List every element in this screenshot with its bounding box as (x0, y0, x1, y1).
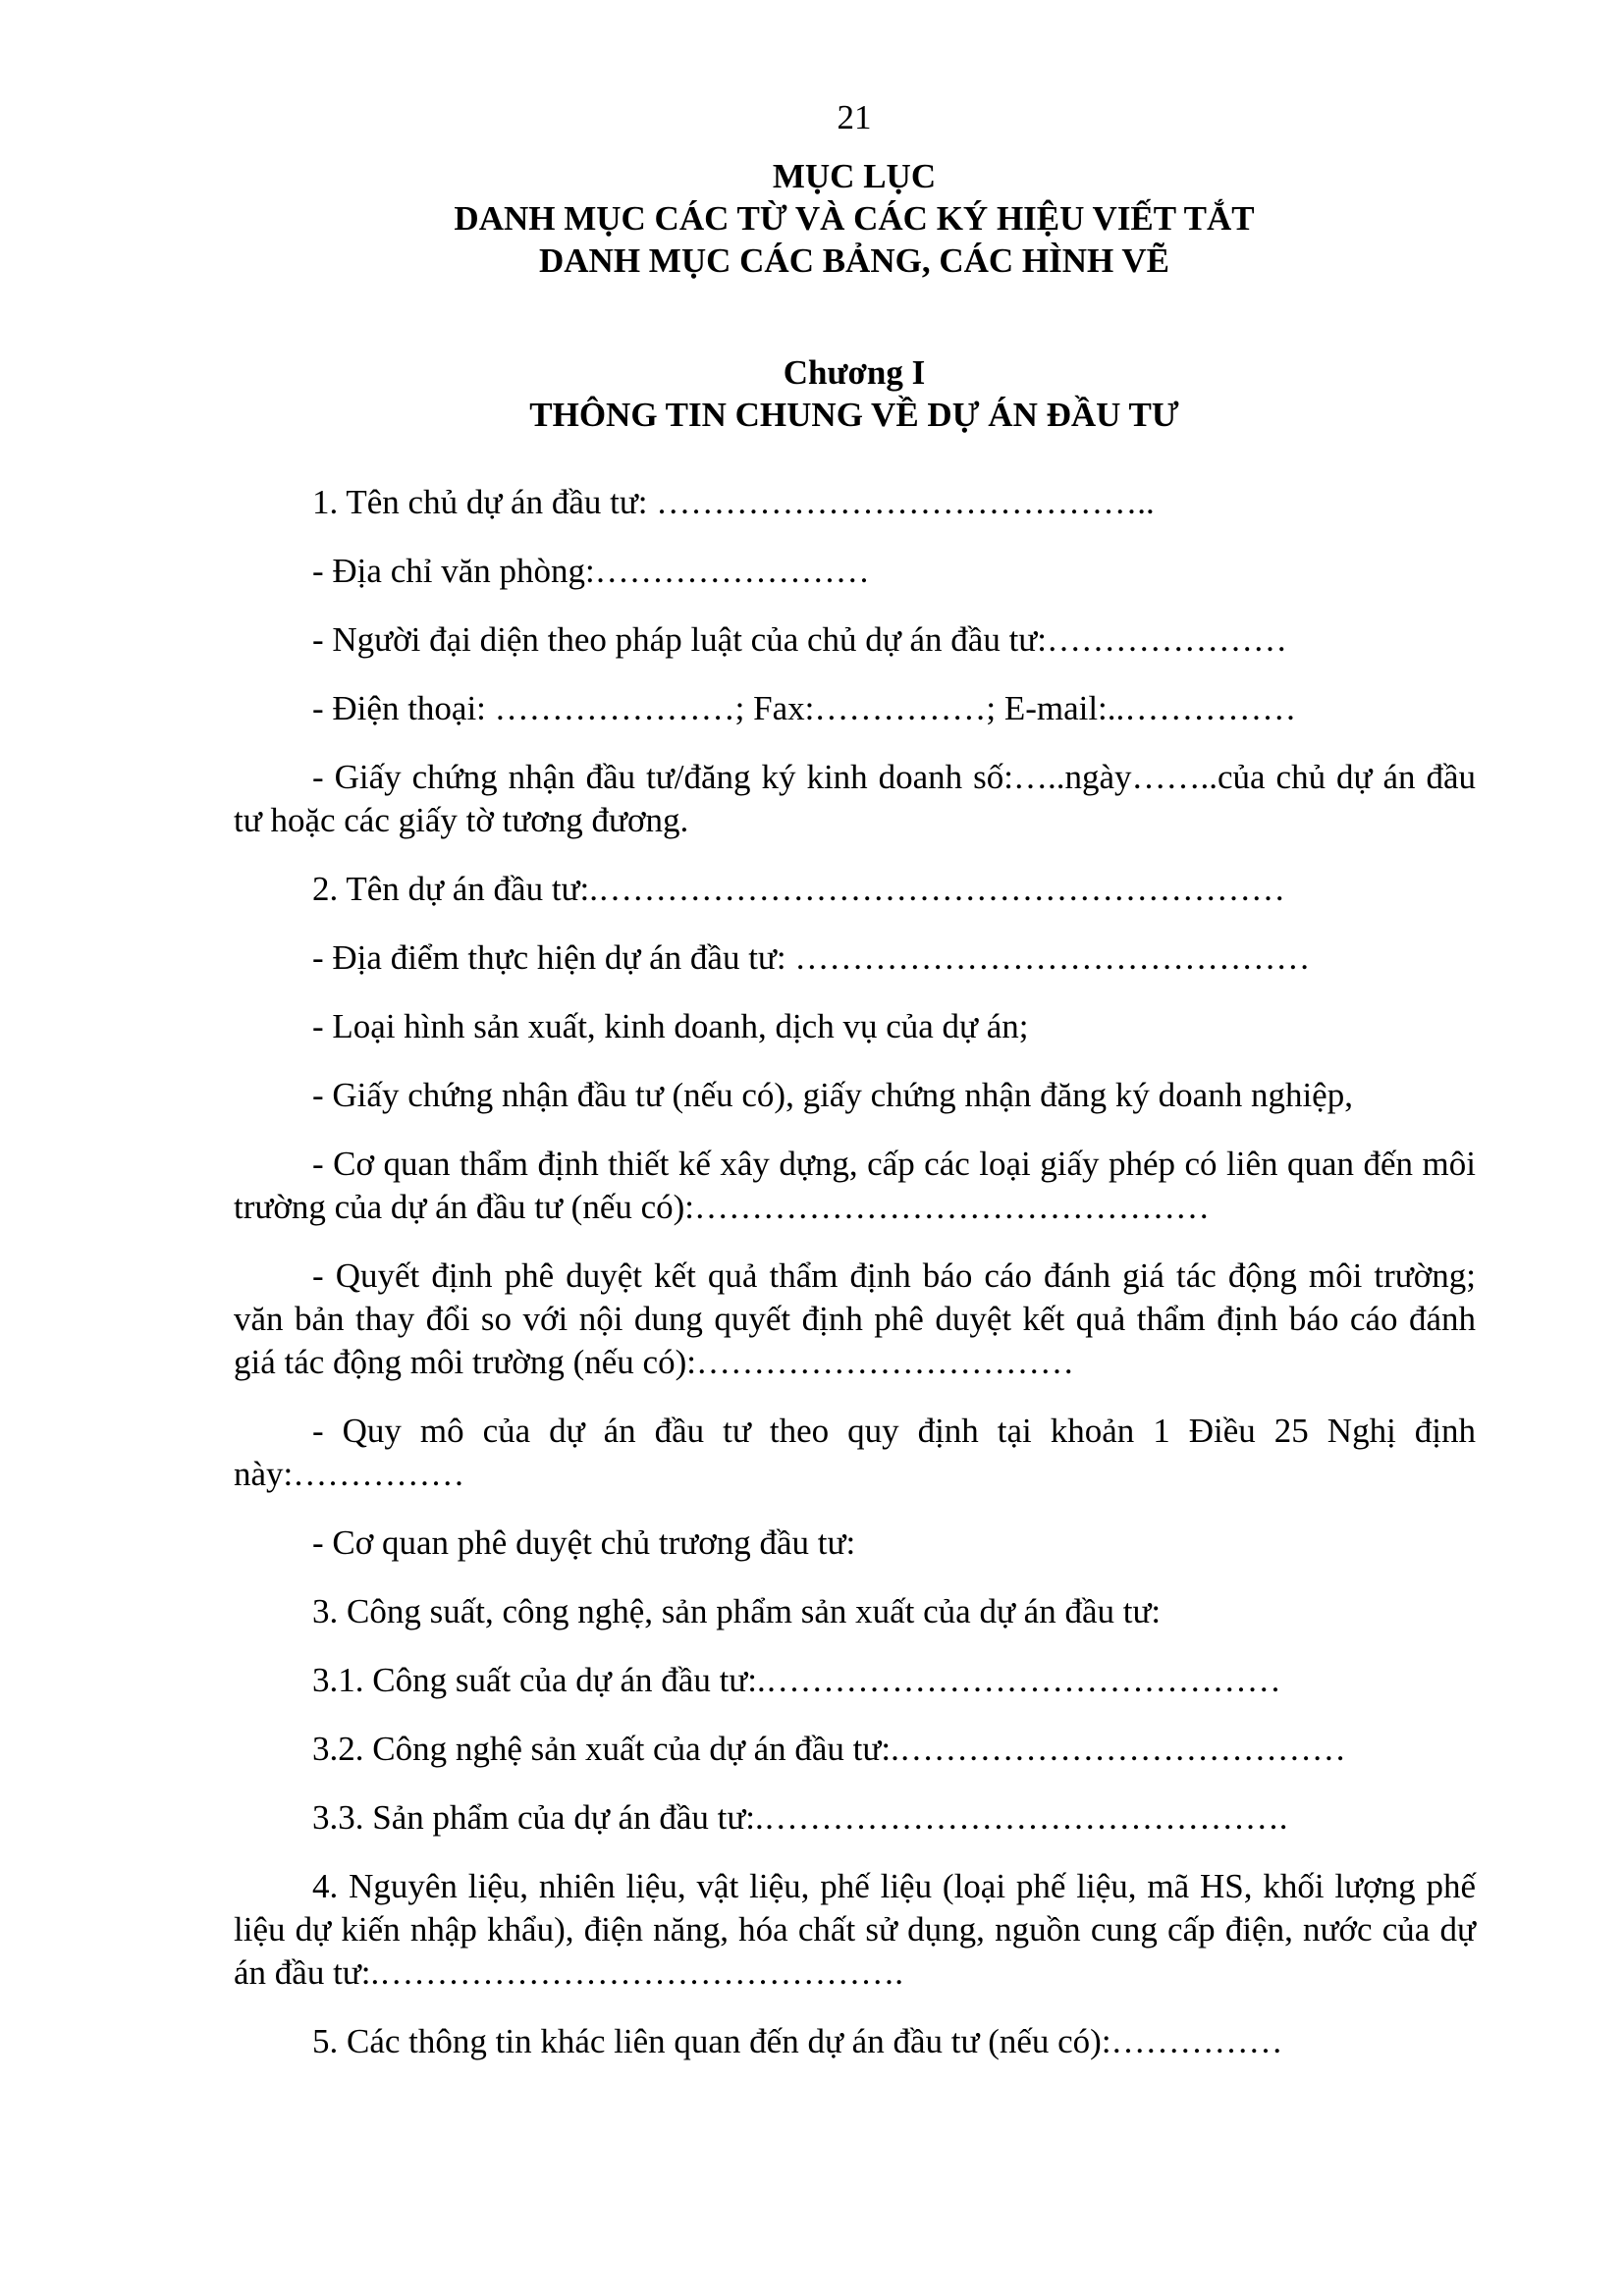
chapter-label: Chương I (783, 353, 926, 392)
page-number: 21 (837, 98, 872, 136)
paragraph-policy-approval-agency: - Cơ quan phê duyệt chủ trương đầu tư: (312, 1523, 856, 1562)
paragraph-office-address: - Địa chỉ văn phòng:…………………… (312, 552, 870, 590)
paragraph-materials-fuel-supply: 4. Nguyên liệu, nhiên liệu, vật liệu, phế liệu (loại phế liệu, mã HS, khối lượng phế liệu dự kiến nhập khẩu), điện năng, hóa chất sử dụng, nguồn cung cấp điện, nước của dự án đầu tư:.………………………………………. (234, 1867, 1476, 1992)
paragraph-other-information: 5. Các thông tin khác liên quan đến dự án đầu tư (nếu có):…………… (312, 2022, 1283, 2060)
chapter-heading (0, 351, 1624, 436)
paragraph-products: 3.3. Sản phẩm của dự án đầu tư:.………………………………………. (312, 1798, 1288, 1837)
document-body (234, 481, 1476, 2089)
paragraph-project-scale: - Quy mô của dự án đầu tư theo quy định tại khoản 1 Điều 25 Nghị định này:…………… (234, 1412, 1476, 1493)
paragraph-appraisal-agency: - Cơ quan thẩm định thiết kế xây dựng, cấp các loại giấy phép có liên quan đến môi trường của dự án đầu tư (nếu có):……………………………………… (234, 1145, 1476, 1226)
paragraph-eia-approval-decision: - Quyết định phê duyệt kết quả thẩm định báo cáo đánh giá tác động môi trường; văn bản thay đổi so với nội dung quyết định phê duyệt kết quả thẩm định báo cáo đánh giá tác động môi trường (nếu có):…………………………… (234, 1256, 1476, 1381)
paragraph-contact-info: - Điện thoại: …………………; Fax:……………; E-mail:..…………… (312, 689, 1297, 727)
paragraph-project-name: 2. Tên dự án đầu tư:.…………………………………………………… (312, 870, 1285, 908)
paragraph-business-type: - Loại hình sản xuất, kinh doanh, dịch vụ của dự án; (312, 1007, 1029, 1045)
paragraph-investment-certificate: - Giấy chứng nhận đầu tư (nếu có), giấy chứng nhận đăng ký doanh nghiệp, (312, 1076, 1353, 1114)
heading-table-of-contents: MỤC LỤC (772, 157, 937, 195)
paragraph-technology: 3.2. Công nghệ sản xuất của dự án đầu tư:.………………………………… (312, 1730, 1346, 1768)
paragraph-capacity-technology-products: 3. Công suất, công nghệ, sản phẩm sản xuất của dự án đầu tư: (312, 1592, 1162, 1630)
paragraph-business-certificate: - Giấy chứng nhận đầu tư/đăng ký kinh doanh số:…..ngày……..của chủ dự án đầu tư hoặc các giấy tờ tương đương. (234, 758, 1476, 839)
table-of-contents-headings (0, 155, 1624, 282)
heading-abbreviations-list: DANH MỤC CÁC TỪ VÀ CÁC KÝ HIỆU VIẾT TẮT (454, 199, 1255, 238)
paragraph-capacity: 3.1. Công suất của dự án đầu tư:.……………………………………… (312, 1661, 1281, 1699)
paragraph-owner-name: 1. Tên chủ dự án đầu tư: …………………………………….. (312, 483, 1155, 521)
heading-tables-figures-list: DANH MỤC CÁC BẢNG, CÁC HÌNH VẼ (539, 241, 1169, 280)
paragraph-project-location: - Địa điểm thực hiện dự án đầu tư: ……………………………………… (312, 938, 1311, 977)
paragraph-legal-representative: - Người đại diện theo pháp luật của chủ dự án đầu tư:………………… (312, 620, 1287, 659)
chapter-title: THÔNG TIN CHUNG VỀ DỰ ÁN ĐẦU TƯ (529, 396, 1179, 434)
